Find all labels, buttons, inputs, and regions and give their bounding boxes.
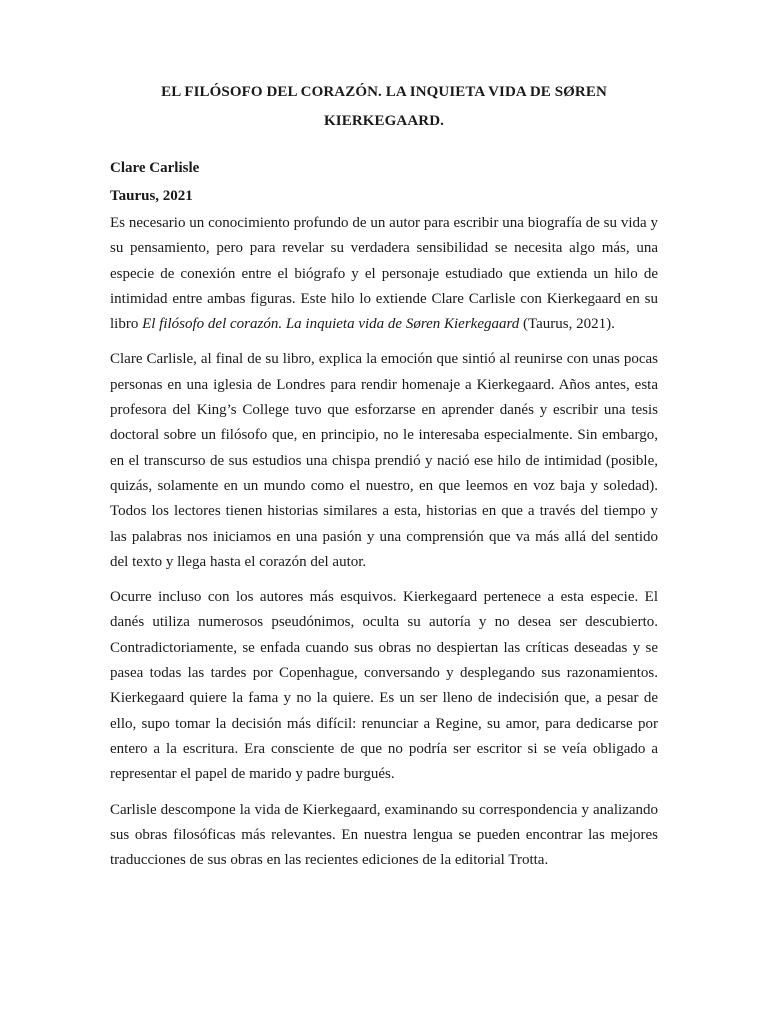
publisher-line: Taurus, 2021: [110, 188, 193, 204]
document-page: [110, 0, 658, 873]
paragraph-intro-text: Es necesario un conocimiento profundo de un autor para escribir una biografía de su vida y su pensamiento, pero para revelar su verdadera sensibilidad se necesita algo más, una especie de conexión entre el biógrafo y el personaje estudiado que extienda un hilo de intimidad entre ambas figuras. Este hilo lo extiende Clare Carlisle con Kierkegaard en su libro: [110, 215, 658, 333]
document-title: EL FILÓSOFO DEL CORAZÓN. LA INQUIETA VIDA DE SØREN KIERKEGAARD.: [161, 84, 607, 129]
paragraph-intro: [110, 211, 658, 337]
book-title-italic: El filósofo del corazón. La inquieta vida de Søren Kierkegaard: [142, 316, 520, 333]
paragraph-2: Clare Carlisle, al final de su libro, explica la emoción que sintió al reunirse con unas pocas personas en una iglesia de Londres para rendir homenaje a Kierkegaard. Años antes, esta profesora del King’s College tuvo que esforzarse en aprender danés y escribir una tesis doctoral sobre un filósofo que, en principio, no le interesaba especialmente. Sin embargo, en el transcurso de sus estudios una chispa prendió y nació ese hilo de intimidad (posible, quizás, solamente en un mundo como el nuestro, en que leemos en voz baja y soledad). Todos los lectores tienen historias similares a esta, historias en que a través del tiempo y las palabras nos iniciamos en una pasión y una comprensión que va más allá del sentido del texto y llega hasta el corazón del autor.: [110, 351, 658, 570]
paragraph-3: Ocurre incluso con los autores más esquivos. Kierkegaard pertenece a esta especie. El danés utiliza numerosos pseudónimos, oculta su autoría y no desea ser descubierto. Contradictoriamente, se enfada cuando sus obras no despiertan las críticas deseadas y se pasea todas las tardes por Copenhague, conversando y desplegando sus razonamientos. Kierkegaard quiere la fama y no la quiere. Es un ser lleno de indecisión que, a pesar de ello, supo tomar la decisión más difícil: renunciar a Regine, su amor, para dedicarse por entero a la escritura. Era consciente de que no podría ser escritor si se veía obligado a representar el papel de marido y padre burgués.: [110, 589, 658, 783]
paragraph-intro-tail: (Taurus, 2021).: [519, 316, 615, 333]
author-name: Clare Carlisle: [110, 160, 200, 176]
paragraph-4: Carlisle descompone la vida de Kierkegaard, examinando su correspondencia y analizando sus obras filosóficas más relevantes. En nuestra lengua se pueden encontrar las mejores traducciones de sus obras en las recientes ediciones de la editorial Trotta.: [110, 801, 658, 869]
